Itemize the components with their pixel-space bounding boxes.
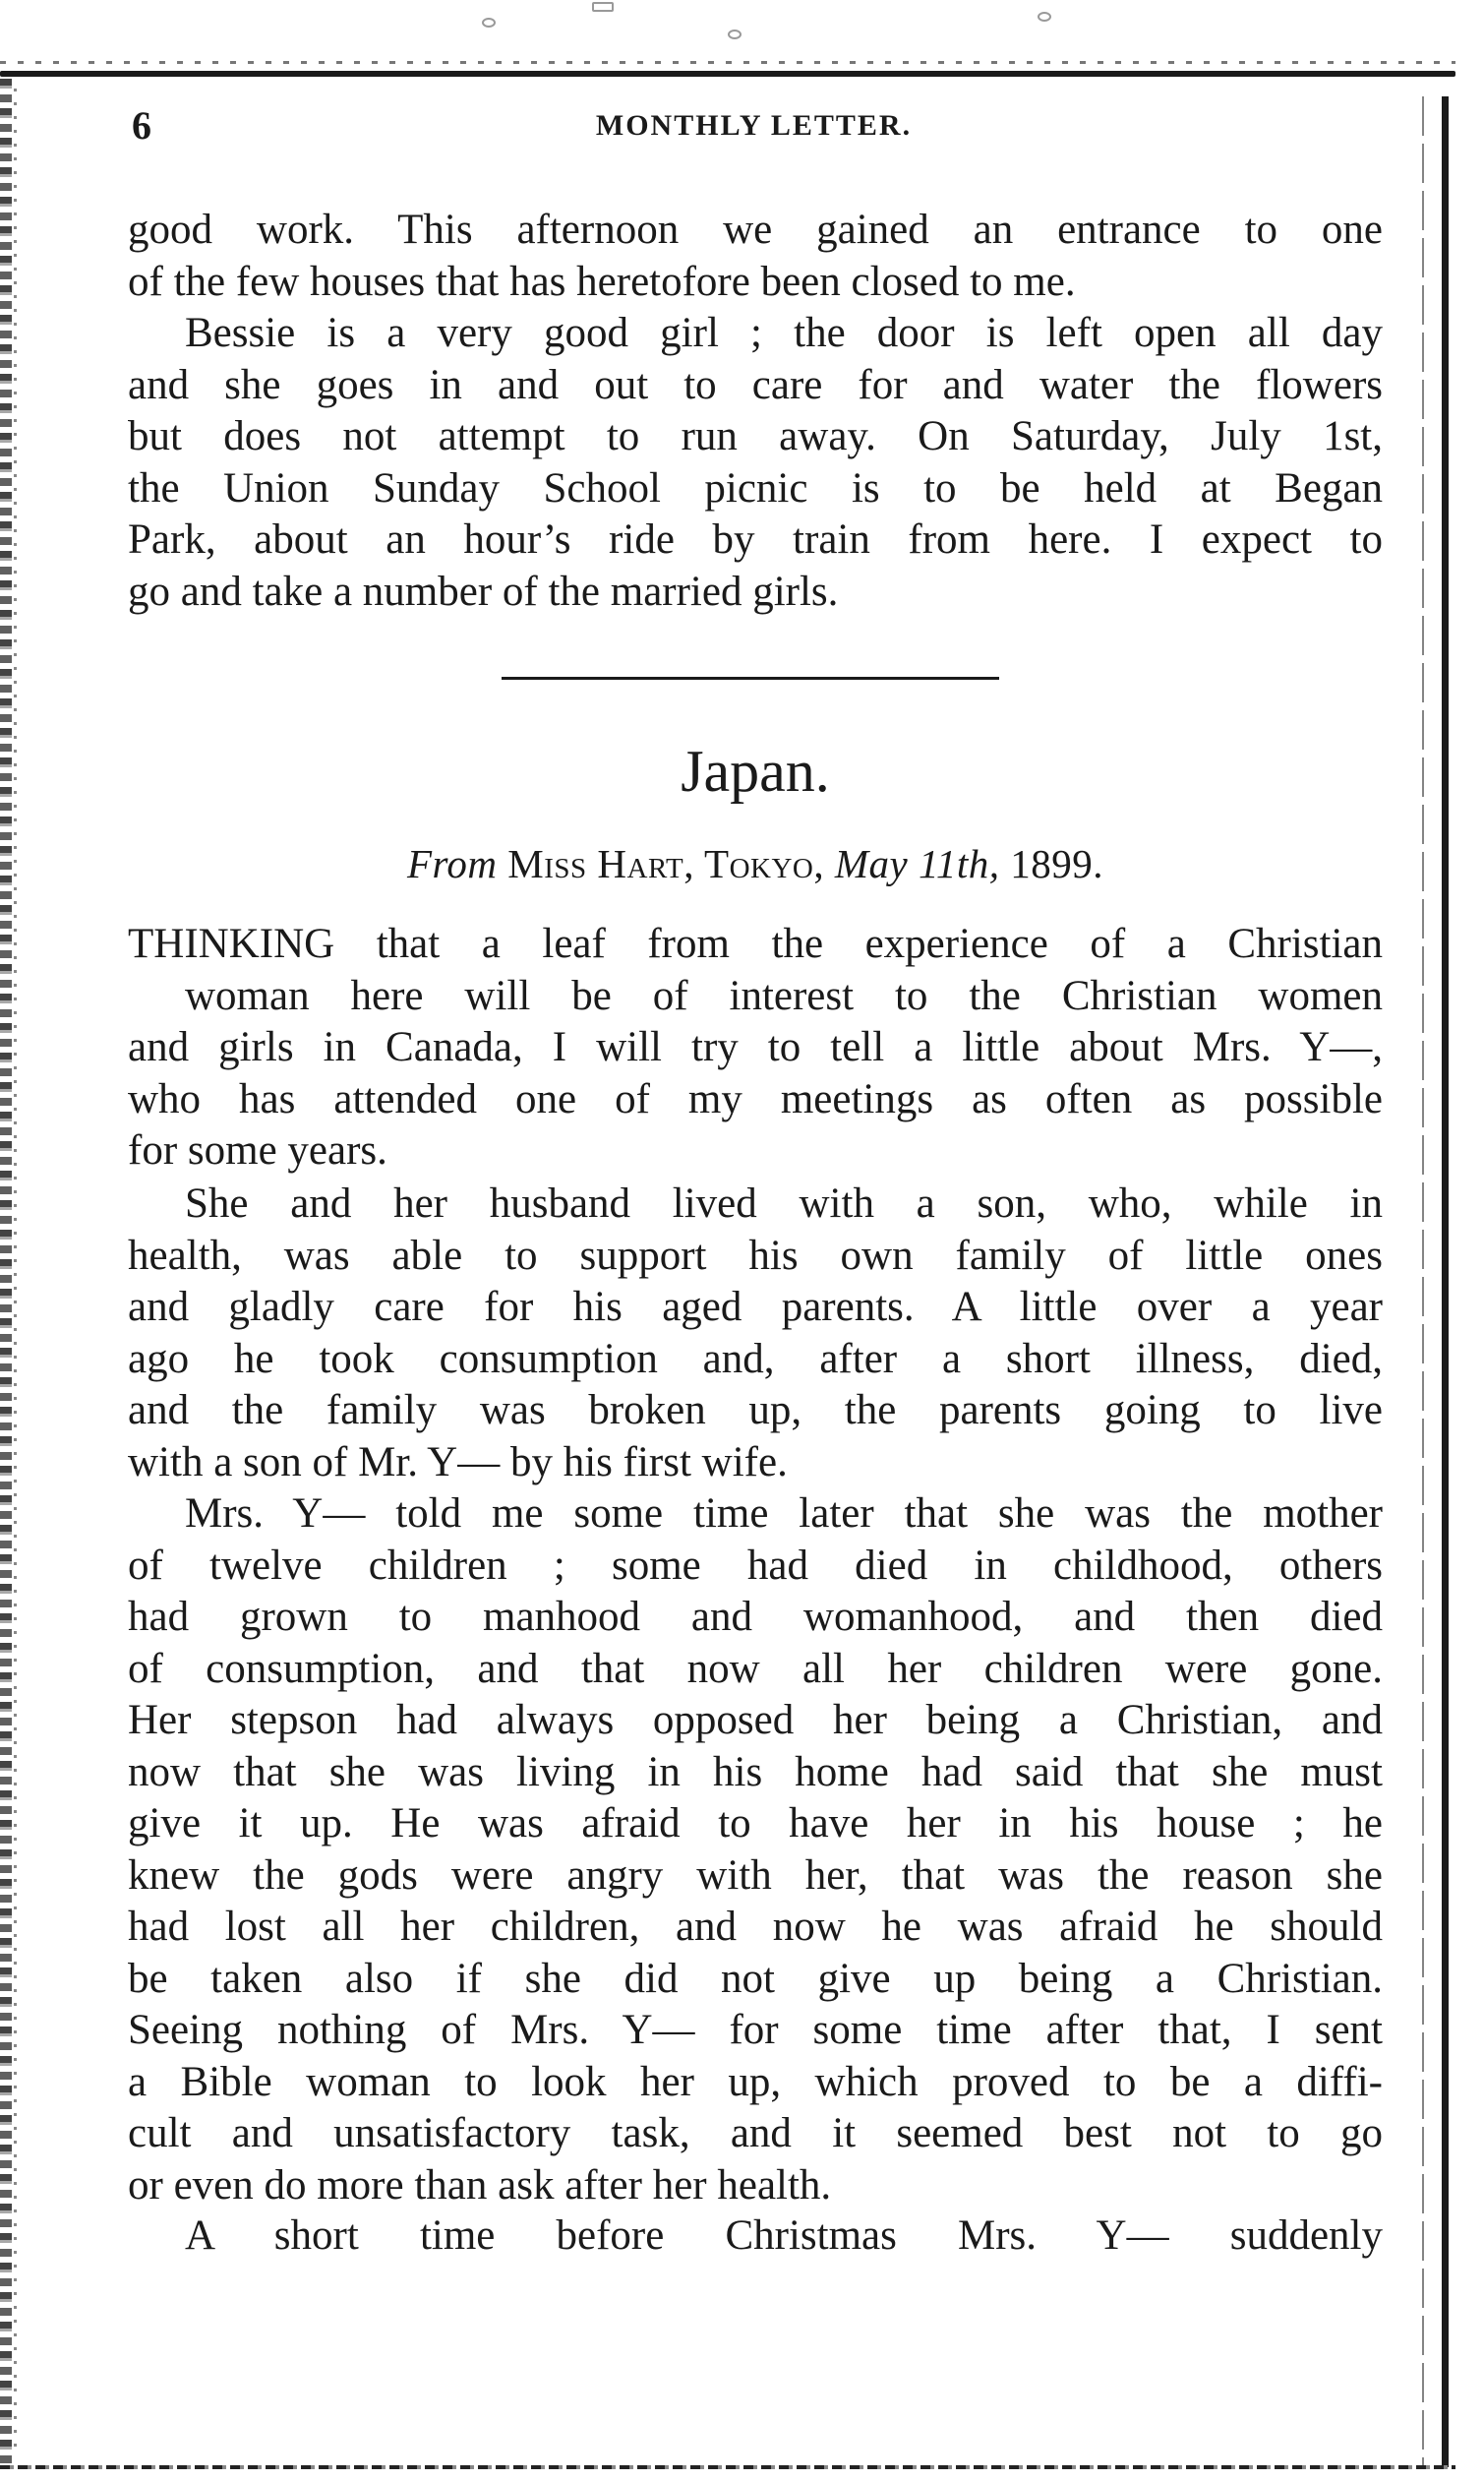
paragraph-3 — [128, 1488, 1383, 2211]
running-head-title: MONTHLY LETTER. — [595, 109, 913, 142]
text-line: Bessie is a very good girl ; the door is left open all day — [185, 310, 1383, 356]
scan-speck — [728, 30, 742, 39]
text-line: had grown to manhood and womanhood, and then died — [128, 1594, 1383, 1640]
text-line: go and take a number of the married girls. — [128, 568, 839, 615]
text-line: ago he took consumption and, after a short illness, died, — [128, 1335, 1383, 1382]
continued-paragraph — [128, 205, 1383, 308]
text-line: of the few houses that has heretofore been closed to me. — [128, 258, 1076, 305]
text-line: good work. This afternoon we gained an entrance to one — [128, 207, 1383, 253]
byline-from: From — [406, 841, 498, 886]
top-rule-faint — [0, 61, 1455, 64]
scan-speck — [1038, 12, 1051, 22]
letter-byline — [128, 838, 1383, 889]
scan-speck — [592, 2, 614, 12]
bottom-border-rule — [0, 2465, 1455, 2469]
page-number: 6 — [132, 103, 151, 148]
paragraph-4 — [128, 2210, 1383, 2263]
left-binding-specks — [14, 89, 17, 2450]
text-line: of consumption, and that now all her children were gone. — [128, 1645, 1383, 1692]
text-line: give it up. He was afraid to have her in his house ; he — [128, 1800, 1383, 1846]
text-line: THINKING that a leaf from the experience of a Christian — [128, 921, 1383, 967]
text-line: A short time before Christmas Mrs. Y— suddenly — [185, 2212, 1383, 2259]
text-line: and girls in Canada, I will try to tell a little about Mrs. Y—, — [128, 1024, 1383, 1070]
text-line: health, was able to support his own family of little ones — [128, 1232, 1383, 1279]
running-header — [132, 98, 1376, 153]
text-line: or even do more than ask after her health. — [128, 2161, 832, 2209]
right-inner-rule — [1422, 96, 1424, 2467]
text-line: a Bible woman to look her up, which proved to be a diffi- — [128, 2058, 1383, 2105]
text-line: who has attended one of my meetings as often as possible — [128, 1075, 1383, 1122]
text-line: be taken also if she did not give up being a Christian. — [128, 1955, 1383, 2002]
text-line: and the family was broken up, the parents going to live — [128, 1387, 1383, 1433]
text-line: knew the gods were angry with her, that was the reason she — [128, 1851, 1383, 1899]
left-binding-edge — [0, 79, 12, 2469]
byline-name: Miss Hart, Tokyo, — [507, 841, 825, 886]
text-line: with a son of Mr. Y— by his first wife. — [128, 1438, 788, 1485]
text-line: and gladly care for his aged parents. A little over a year — [128, 1284, 1383, 1330]
byline-date: May 11th, — [834, 841, 1000, 886]
text-line: She and her husband lived with a son, who, while in — [185, 1180, 1383, 1227]
scan-speck — [482, 18, 496, 28]
text-line: cult and unsatisfactory task, and it seemed best not to go — [128, 2110, 1383, 2156]
byline-year: 1899. — [1010, 841, 1104, 886]
text-line: now that she was living in his home had said that she must — [128, 1748, 1383, 1795]
text-line: the Union Sunday School picnic is to be held at Began — [128, 464, 1383, 512]
paragraph-1 — [128, 919, 1383, 1178]
text-line: woman here will be of interest to the Christian women — [185, 972, 1383, 1019]
bessie-paragraph — [128, 308, 1383, 618]
text-line: Seeing nothing of Mrs. Y— for some time after that, I sent — [128, 2007, 1383, 2053]
section-title: Japan. — [681, 739, 830, 804]
section-divider — [502, 677, 999, 680]
text-line: but does not attempt to run away. On Saturday, July 1st, — [128, 413, 1383, 459]
top-border-rule — [0, 71, 1455, 77]
text-line: and she goes in and out to care for and water the flowers — [128, 361, 1383, 408]
text-line: Her stepson had always opposed her being a Christian, and — [128, 1697, 1383, 1743]
text-line: Park, about an hour’s ride by train from here. I expect to — [128, 516, 1383, 563]
paragraph-2 — [128, 1179, 1383, 1488]
right-border-rule — [1442, 96, 1449, 2467]
text-line: had lost all her children, and now he was afraid he should — [128, 1904, 1383, 1950]
text-line: Mrs. Y— told me some time later that she was the mother — [185, 1490, 1383, 1537]
text-line: of twelve children ; some had died in childhood, others — [128, 1542, 1383, 1589]
text-line: for some years. — [128, 1127, 387, 1174]
